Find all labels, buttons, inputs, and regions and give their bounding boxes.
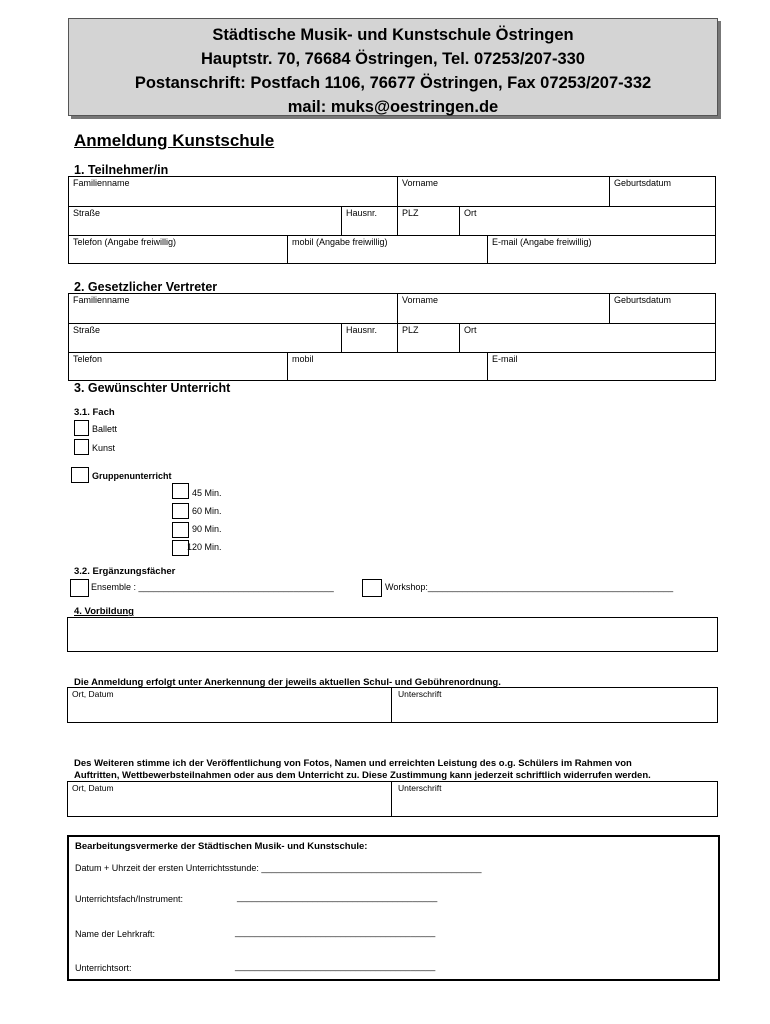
vorbildung-field[interactable] bbox=[67, 617, 718, 652]
school-header bbox=[68, 18, 718, 116]
participant-telefon-field[interactable] bbox=[68, 235, 287, 264]
section-participant-heading: 1. Teilnehmer/in bbox=[74, 163, 169, 177]
consent1-text: Die Anmeldung erfolgt unter Anerkennung der jeweils aktuellen Schul- und Gebührenordnung. bbox=[74, 677, 501, 688]
erg-heading: 3.2. Ergänzungsfächer bbox=[74, 566, 176, 577]
duration-45-label: 45 Min. bbox=[192, 488, 222, 498]
consent2-text-line1: Des Weiteren stimme ich der Veröffentlichung von Fotos, Namen und erreichten Leistung des o.g. Schülers im Rahmen von bbox=[74, 758, 632, 769]
office-lehrkraft-label: Name der Lehrkraft: bbox=[75, 929, 156, 939]
ensemble-label: Ensemble : _______________________________________ bbox=[91, 582, 334, 592]
participant-grid bbox=[68, 176, 716, 264]
field-label: Vorname bbox=[402, 295, 439, 305]
ort-datum-label: Ort, Datum bbox=[72, 783, 114, 793]
field-label: Straße bbox=[73, 208, 101, 218]
duration-45-checkbox[interactable] bbox=[172, 483, 189, 499]
field-label: Hausnr. bbox=[346, 208, 378, 218]
participant-familienname-field[interactable] bbox=[68, 176, 397, 206]
field-label: E-mail bbox=[492, 354, 518, 364]
office-heading: Bearbeitungsvermerke der Städtischen Musik- und Kunstschule: bbox=[75, 841, 368, 852]
guardian-plz-field[interactable] bbox=[397, 323, 459, 352]
guardian-strasse-field[interactable] bbox=[68, 323, 341, 352]
header-line-2: Hauptstr. 70, 76684 Östringen, Tel. 07253/207-330 bbox=[201, 50, 585, 68]
consent2-text-line2: Auftritten, Wettbewerbsteilnahmen oder aus dem Unterricht zu. Diese Zustimmung kann jederzeit schriftlich widerrufen werden. bbox=[74, 770, 651, 781]
fach-heading: 3.1. Fach bbox=[74, 407, 115, 418]
field-label: Ort bbox=[464, 208, 477, 218]
header-line-3: Postanschrift: Postfach 1106, 76677 Östringen, Fax 07253/207-332 bbox=[134, 74, 652, 92]
ballett-label: Ballett bbox=[92, 424, 118, 434]
office-notes-box bbox=[67, 835, 720, 981]
field-label: Straße bbox=[73, 325, 101, 335]
participant-email-field[interactable] bbox=[487, 235, 716, 264]
section-lesson-heading: 3. Gewünschter Unterricht bbox=[74, 381, 231, 395]
divider bbox=[391, 782, 392, 816]
field-label: PLZ bbox=[402, 208, 419, 218]
gruppenunterricht-label: Gruppenunterricht bbox=[92, 471, 172, 481]
participant-strasse-field[interactable] bbox=[68, 206, 341, 235]
guardian-geburtsdatum-field[interactable] bbox=[609, 293, 716, 323]
unterschrift-label: Unterschrift bbox=[398, 689, 442, 699]
field-label: Hausnr. bbox=[346, 325, 378, 335]
ensemble-checkbox[interactable] bbox=[70, 579, 89, 597]
unterschrift-label: Unterschrift bbox=[398, 783, 442, 793]
office-fach-line[interactable]: ________________________________________ bbox=[237, 892, 438, 902]
duration-90-checkbox[interactable] bbox=[172, 522, 189, 538]
office-fach-label: Unterrichtsfach/Instrument: bbox=[75, 894, 184, 904]
consent1-signature-grid bbox=[67, 687, 718, 723]
field-label: mobil bbox=[292, 354, 314, 364]
guardian-ort-field[interactable] bbox=[459, 323, 716, 352]
field-label: PLZ bbox=[402, 325, 419, 335]
participant-mobil-field[interactable] bbox=[287, 235, 487, 264]
field-label: Telefon (Angabe freiwillig) bbox=[73, 237, 177, 247]
duration-120-label: 120 Min. bbox=[187, 542, 222, 552]
ballett-checkbox[interactable] bbox=[74, 420, 89, 436]
workshop-label: Workshop:_________________________________________________ bbox=[385, 582, 674, 592]
guardian-mobil-field[interactable] bbox=[287, 352, 487, 381]
field-label: Familienname bbox=[73, 295, 130, 305]
field-label: Ort bbox=[464, 325, 477, 335]
header-line-4: mail: muks@oestringen.de bbox=[287, 98, 499, 116]
gruppenunterricht-checkbox[interactable] bbox=[71, 467, 89, 483]
participant-geburtsdatum-field[interactable] bbox=[609, 176, 716, 206]
consent2-signature-grid bbox=[67, 781, 718, 817]
office-datum-field[interactable]: Datum + Uhrzeit der ersten Unterrichtsstunde: ____________________________________________ bbox=[75, 863, 482, 873]
ort-datum-label: Ort, Datum bbox=[72, 689, 114, 699]
duration-60-checkbox[interactable] bbox=[172, 503, 189, 519]
guardian-grid bbox=[68, 293, 716, 381]
section-guardian-heading: 2. Gesetzlicher Vertreter bbox=[74, 280, 218, 294]
field-label: Geburtsdatum bbox=[614, 295, 672, 305]
guardian-familienname-field[interactable] bbox=[68, 293, 397, 323]
participant-ort-field[interactable] bbox=[459, 206, 716, 235]
duration-60-label: 60 Min. bbox=[192, 506, 222, 516]
field-label: Telefon bbox=[73, 354, 103, 364]
divider bbox=[391, 688, 392, 722]
field-label: Vorname bbox=[402, 178, 439, 188]
workshop-checkbox[interactable] bbox=[362, 579, 382, 597]
kunst-label: Kunst bbox=[92, 443, 116, 453]
participant-hausnr-field[interactable] bbox=[341, 206, 397, 235]
vorbildung-heading: 4. Vorbildung bbox=[74, 606, 134, 617]
duration-90-label: 90 Min. bbox=[192, 524, 222, 534]
office-ort-label: Unterrichtsort: bbox=[75, 963, 132, 973]
guardian-telefon-field[interactable] bbox=[68, 352, 287, 381]
office-lehrkraft-line[interactable]: ________________________________________ bbox=[235, 927, 436, 937]
page-title: Anmeldung Kunstschule bbox=[74, 131, 275, 150]
guardian-hausnr-field[interactable] bbox=[341, 323, 397, 352]
office-ort-line[interactable]: ________________________________________ bbox=[235, 961, 436, 971]
field-label: Familienname bbox=[73, 178, 130, 188]
field-label: Geburtsdatum bbox=[614, 178, 672, 188]
guardian-vorname-field[interactable] bbox=[397, 293, 609, 323]
participant-plz-field[interactable] bbox=[397, 206, 459, 235]
header-line-1: Städtische Musik- und Kunstschule Östringen bbox=[212, 26, 574, 44]
guardian-email-field[interactable] bbox=[487, 352, 716, 381]
field-label: mobil (Angabe freiwillig) bbox=[292, 237, 388, 247]
kunst-checkbox[interactable] bbox=[74, 439, 89, 455]
field-label: E-mail (Angabe freiwillig) bbox=[492, 237, 592, 247]
participant-vorname-field[interactable] bbox=[397, 176, 609, 206]
